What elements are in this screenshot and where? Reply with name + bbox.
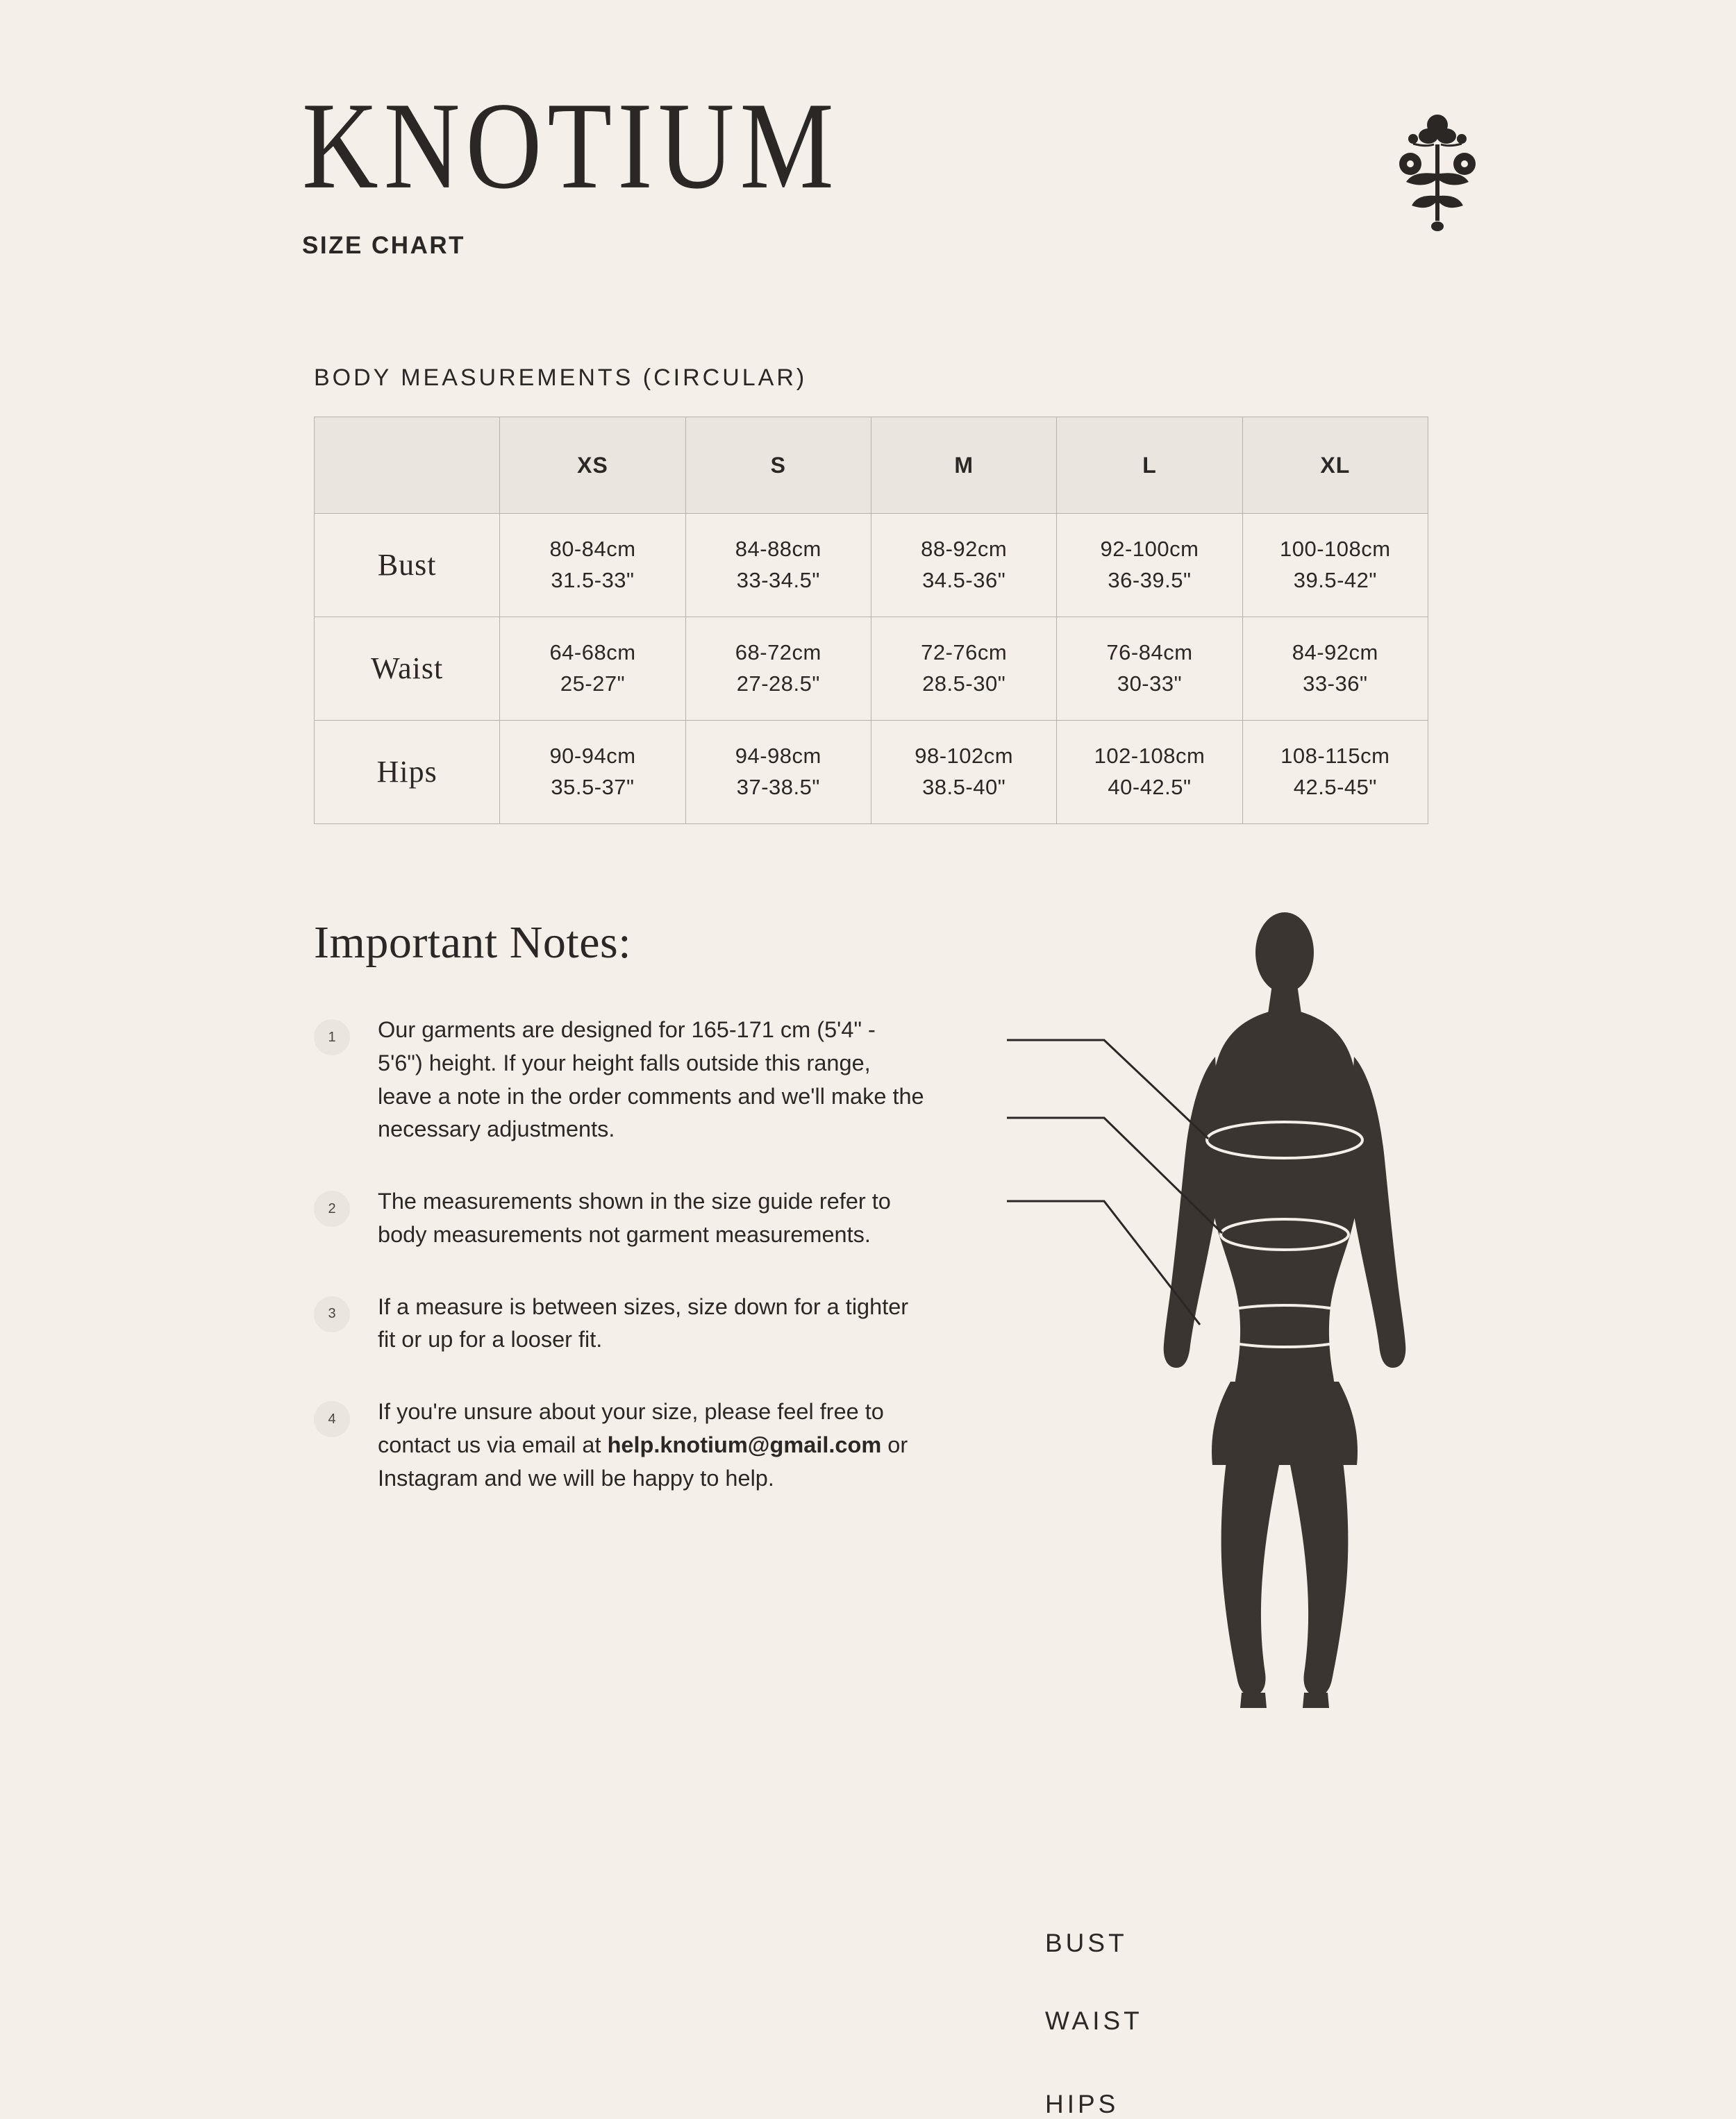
column-header-s: S — [685, 417, 871, 514]
cell-hips-l — [1057, 721, 1242, 824]
value-in: 33-36" — [1303, 671, 1368, 696]
note-item-1 — [314, 1014, 939, 1146]
note-text-before: If you're unsure about your size, please feel free to contact us via email at — [378, 1399, 884, 1457]
value-cm: 108-115cm — [1280, 744, 1390, 769]
column-header-xl: XL — [1242, 417, 1428, 514]
cell-waist-xs — [500, 617, 685, 721]
cell-bust-s — [685, 514, 871, 617]
figure-label-hips: HIPS — [1045, 2090, 1119, 2118]
column-header-m: M — [871, 417, 1056, 514]
body-diagram — [1007, 910, 1701, 2118]
section-title: BODY MEASUREMENTS (CIRCULAR) — [314, 365, 808, 391]
note-item-3 — [314, 1291, 939, 1357]
cell-bust-m — [871, 514, 1056, 617]
value-cm: 84-88cm — [735, 537, 821, 562]
value-in: 38.5-40" — [922, 775, 1006, 799]
cell-bust-l — [1057, 514, 1242, 617]
value-in: 28.5-30" — [922, 671, 1006, 696]
column-header-l: L — [1057, 417, 1242, 514]
value-cm: 102-108cm — [1094, 744, 1205, 769]
value-in: 40-42.5" — [1108, 775, 1192, 799]
value-in: 42.5-45" — [1293, 775, 1377, 799]
value-in: 39.5-42" — [1293, 568, 1377, 592]
important-notes-title: Important Notes: — [314, 917, 632, 968]
contact-email[interactable]: help.knotium@gmail.com — [607, 1432, 882, 1457]
cell-hips-m — [871, 721, 1056, 824]
cell-hips-s — [685, 721, 871, 824]
value-in: 36-39.5" — [1108, 568, 1192, 592]
value-in: 30-33" — [1117, 671, 1183, 696]
note-text-after: or Instagram and we will be happy to help. — [378, 1432, 908, 1491]
brand-block — [302, 76, 927, 260]
value-cm: 72-76cm — [921, 640, 1008, 665]
note-number: 2 — [314, 1191, 350, 1227]
table-row — [315, 514, 1428, 617]
table-header-row — [315, 417, 1428, 514]
value-cm: 64-68cm — [549, 640, 636, 665]
size-measurements-table — [314, 417, 1428, 824]
value-in: 37-38.5" — [736, 775, 820, 799]
column-header-xs: XS — [500, 417, 685, 514]
brand-name: KNOTIUM — [302, 76, 840, 215]
note-number: 4 — [314, 1401, 350, 1437]
value-cm: 94-98cm — [735, 744, 821, 769]
row-label-hips: Hips — [315, 721, 500, 824]
row-label-waist: Waist — [315, 617, 500, 721]
value-cm: 100-108cm — [1280, 537, 1391, 562]
table-row — [315, 721, 1428, 824]
cell-hips-xl — [1242, 721, 1428, 824]
value-cm: 92-100cm — [1100, 537, 1199, 562]
note-text: The measurements shown in the size guide refer to body measurements not garment measurements. — [378, 1189, 891, 1247]
note-item-4 — [314, 1396, 939, 1495]
note-number: 3 — [314, 1296, 350, 1332]
note-number: 1 — [314, 1019, 350, 1055]
value-in: 33-34.5" — [736, 568, 820, 592]
note-text: If a measure is between sizes, size down for a tighter fit or up for a looser fit. — [378, 1293, 909, 1352]
cell-hips-xs — [500, 721, 685, 824]
value-in: 27-28.5" — [736, 671, 820, 696]
value-cm: 98-102cm — [915, 744, 1014, 769]
cell-waist-m — [871, 617, 1056, 721]
floral-emblem-icon — [1385, 104, 1489, 236]
figure-label-bust: BUST — [1045, 1929, 1128, 1957]
note-item-2 — [314, 1185, 939, 1252]
cell-waist-xl — [1242, 617, 1428, 721]
cell-waist-s — [685, 617, 871, 721]
value-cm: 68-72cm — [735, 640, 821, 665]
figure-label-waist: WAIST — [1045, 2007, 1143, 2035]
row-label-bust: Bust — [315, 514, 500, 617]
cell-bust-xs — [500, 514, 685, 617]
value-cm: 88-92cm — [921, 537, 1008, 562]
important-notes-list — [314, 1014, 939, 1534]
page-title: SIZE CHART — [302, 232, 465, 259]
note-text — [378, 1396, 926, 1495]
table-corner-cell — [315, 417, 500, 514]
value-in: 34.5-36" — [922, 568, 1006, 592]
value-cm: 90-94cm — [549, 744, 636, 769]
value-in: 25-27" — [560, 671, 626, 696]
value-cm: 80-84cm — [549, 537, 636, 562]
value-cm: 84-92cm — [1292, 640, 1378, 665]
note-text: Our garments are designed for 165-171 cm (5'4" - 5'6") height. If your height falls outside this range, leave a note in the order comments and we'll make the necessary adjustments. — [378, 1017, 924, 1142]
value-in: 35.5-37" — [551, 775, 635, 799]
table-row — [315, 617, 1428, 721]
value-cm: 76-84cm — [1106, 640, 1193, 665]
value-in: 31.5-33" — [551, 568, 635, 592]
cell-waist-l — [1057, 617, 1242, 721]
cell-bust-xl — [1242, 514, 1428, 617]
